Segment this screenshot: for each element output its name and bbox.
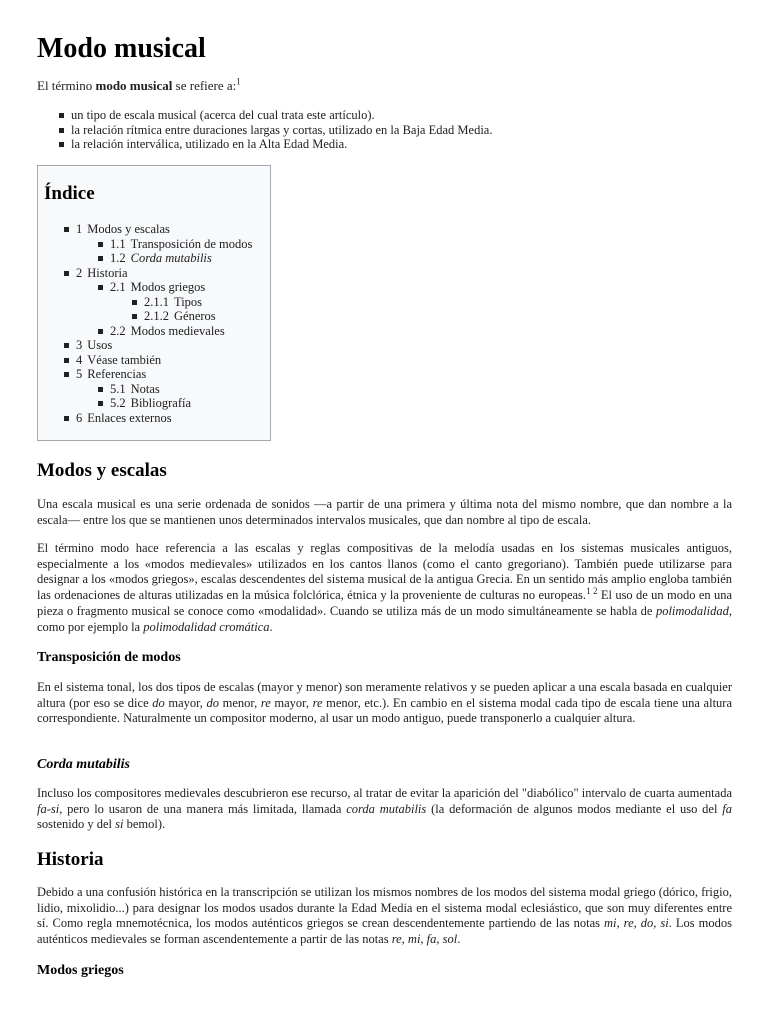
intro-prefix: El término (37, 78, 96, 93)
italic-term: mi, re, do, si (604, 916, 669, 931)
reference-links[interactable]: 1 2 (586, 585, 598, 596)
toc-item[interactable] (128, 295, 252, 310)
text-run: como por ejemplo la (37, 619, 144, 634)
italic-term: polimodalidad cromática (143, 619, 270, 634)
toc-item-label: Transposición de modos (130, 236, 253, 251)
list-item: un tipo de escala musical (acerca del cual trata este artículo). (55, 108, 492, 123)
toc-item-number: 2 (76, 265, 83, 280)
text-run: Incluso los compositores medievales descubrieron ese recurso, al tratar de evitar la aparición del "diabólico" intervalo de cuarta aumentada (37, 786, 732, 800)
toc-item-number: 5 (76, 367, 83, 381)
text-run: . Los modos auténticos medievales se forman ascendentemente a partir de las notas (37, 916, 732, 947)
toc-item-label: Modos medievales (130, 323, 225, 338)
subsection-heading-transposicion: Transposición de modos (37, 650, 181, 665)
toc-item-label: Enlaces externos (87, 410, 172, 425)
toc-item-label: Modos griegos (130, 280, 206, 294)
intro-term: modo musical (95, 78, 173, 93)
italic-term: do (206, 695, 220, 710)
toc-item-label: Notas (130, 381, 160, 396)
italic-term: re, mi, fa, sol (391, 932, 458, 947)
table-of-contents (37, 165, 271, 441)
text-run: sostenido y del (37, 817, 116, 832)
italic-term: si (115, 817, 124, 832)
toc-item[interactable] (94, 280, 252, 295)
text-run: mayor, (164, 695, 207, 710)
toc-list (60, 222, 252, 425)
intro-suffix: se refiere a: (172, 78, 237, 93)
text-run: . (457, 932, 461, 947)
text-run: (la deformación de algunos modos mediante el uso del (426, 801, 723, 816)
toc-item-label: Historia (87, 265, 128, 280)
paragraph-corda-mutabilis (37, 786, 732, 833)
toc-item[interactable] (94, 237, 252, 252)
toc-item-number: 5.2 (110, 396, 126, 410)
toc-item-label: Géneros (174, 309, 216, 323)
toc-item-number: 2.1 (110, 280, 126, 294)
italic-term: re (312, 695, 323, 710)
toc-item[interactable] (94, 382, 252, 397)
subsection-heading-modos-griegos: Modos griegos (37, 963, 124, 978)
paragraph-transposicion (37, 680, 732, 727)
text-run: mayor, (270, 695, 313, 710)
toc-item-label: Usos (87, 338, 113, 352)
toc-item-label: Bibliografía (130, 396, 192, 410)
text-run: Debido a una confusión histórica en la transcripción se utilizan los mismos nombres de los modos del sistema modal griego (dórico, frigio, lidio, mixolidio...) para designar los modos usados durante la Edad Media en el sistema modal eclesiástico, que son muy diferentes entre sí. Como regla mnemotécnica, los modos auténticos griegos se crean descendentemente partiendo de las notas (37, 885, 732, 931)
list-item: la relación interválica, utilizado en la Alta Edad Media. (55, 137, 492, 152)
section-heading-historia: Historia (37, 849, 104, 870)
toc-item[interactable] (94, 324, 252, 339)
toc-item[interactable] (60, 266, 252, 281)
intro-sentence (37, 78, 241, 94)
toc-item[interactable] (60, 222, 252, 237)
toc-title: Índice (44, 183, 95, 204)
toc-item-number: 2.1.2 (144, 309, 169, 323)
toc-item-number: 4 (76, 352, 83, 367)
paragraph-historia (37, 885, 732, 948)
text-run: En el sistema tonal, los dos tipos de escalas (mayor y menor) son meramente relativos y se pueden aplicar a una escala basada en cualquier altura (por eso se dice (37, 680, 732, 710)
toc-item[interactable] (94, 251, 252, 266)
toc-item-label: Modos y escalas (87, 222, 170, 236)
toc-item-label: Referencias (87, 367, 147, 381)
toc-item-number: 2.1.1 (144, 294, 169, 309)
toc-item[interactable] (60, 338, 252, 353)
toc-item-number: 1.1 (110, 236, 126, 251)
reference-link[interactable]: 1 (236, 76, 241, 87)
text-run: menor, etc.). En cambio en el sistema modal cada tipo de escala tiene una altura correspondiente. Naturalmente un compositor moderno, al usar un modo antiguo, puede transponerlo a cualquier altura. (37, 695, 732, 726)
italic-term: corda mutabilis (346, 801, 427, 816)
italic-term: do (152, 695, 165, 710)
toc-item-number: 1 (76, 222, 83, 236)
intro-meaning-list (55, 108, 492, 152)
text-run: El uso de un modo en una pieza o fragmento musical se conoce como «modalidad». Cuando se utiliza más de un modo simultáneamente se habla de (37, 588, 733, 618)
section-heading-modos-escalas: Modos y escalas (37, 460, 167, 481)
text-run: bemol). (123, 817, 166, 832)
text-run: menor, (219, 695, 261, 710)
text-run: . (269, 619, 273, 634)
toc-item-label: Tipos (174, 294, 203, 309)
italic-term: polimodalidad, (655, 603, 732, 618)
italic-term: re (260, 695, 271, 710)
list-item: la relación rítmica entre duraciones largas y cortas, utilizado en la Baja Edad Media. (55, 123, 492, 138)
toc-item-number: 5.1 (110, 381, 126, 396)
italic-term: fa (722, 801, 733, 816)
page-title: Modo musical (37, 33, 206, 64)
toc-item-label: Corda mutabilis (130, 251, 212, 265)
paragraph-termino-modo (37, 541, 732, 635)
text-run: El término modo hace referencia a las escalas y reglas compositivas de la melodía usadas en los sistemas musicales antiguos, especialmente a los «modos medievales» utilizados en los cantos llanos (como el canto gregoriano). También puede utilizarse para designar a los «modos griegos», escalas descendentes del sistema musical de la antigua Grecia. En un sentido más amplio engloba también las ordenaciones de alturas utilizadas en la música folclórica, étnica y la proveniente de culturas no europeas. (37, 541, 732, 603)
toc-item[interactable] (60, 411, 252, 426)
toc-item-label: Véase también (87, 352, 162, 367)
toc-item[interactable] (94, 396, 252, 411)
toc-item-number: 3 (76, 338, 83, 352)
subsection-heading-corda-mutabilis: Corda mutabilis (37, 757, 130, 772)
italic-term: fa-si (37, 801, 60, 816)
paragraph-escala-definicion: Una escala musical es una serie ordenada de sonidos —a partir de una primera y última nota del mismo nombre, que dan nombre a la escala— entre los que se mantienen unos determinados intervalos musicales, que dan nombre al tipo de escala. (37, 497, 732, 527)
text-run: , pero lo usaron de una manera más limitada, llamada (59, 801, 347, 816)
toc-item-number: 6 (76, 410, 83, 425)
toc-item[interactable] (128, 309, 252, 324)
toc-item-number: 1.2 (110, 251, 126, 265)
toc-item[interactable] (60, 367, 252, 382)
toc-item[interactable] (60, 353, 252, 368)
toc-item-number: 2.2 (110, 323, 126, 338)
